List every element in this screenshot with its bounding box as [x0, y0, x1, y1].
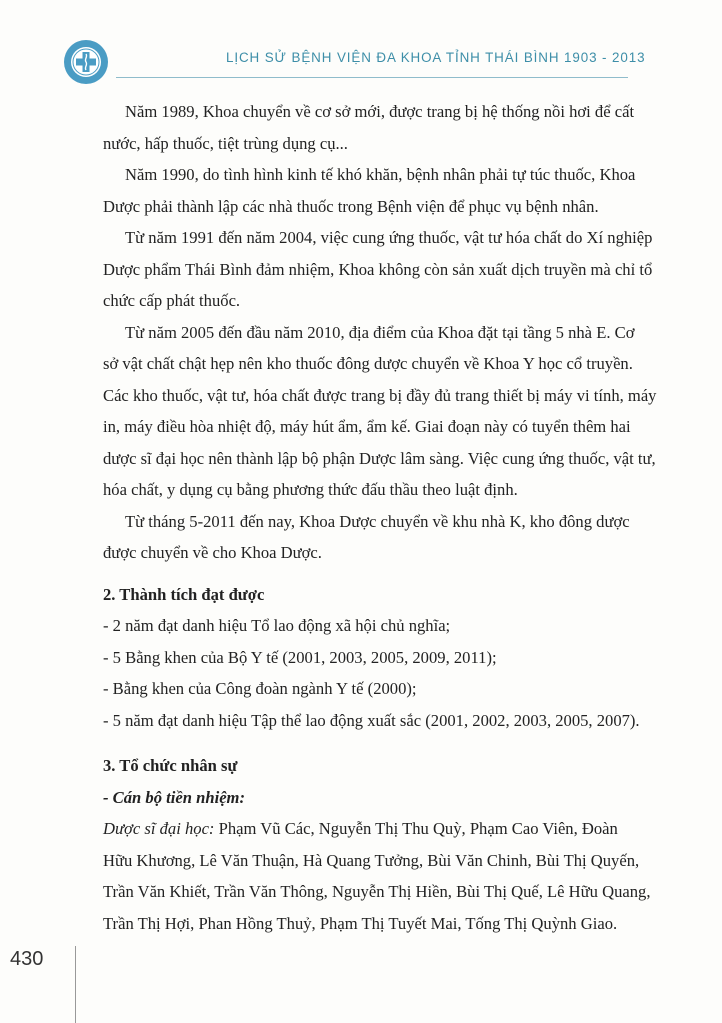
hospital-emblem-icon: [62, 38, 110, 86]
text-line: hóa chất, y dụng cụ bằng phương thức đấu thầu theo luật định.: [103, 480, 518, 499]
text-line: Hữu Khương, Lê Văn Thuận, Hà Quang Tưởng, Bùi Văn Chinh, Bùi Thị Quyến,: [103, 850, 640, 870]
paragraph-1990: [103, 159, 636, 222]
text-line: Dược phẩm Thái Bình đảm nhiệm, Khoa không còn sản xuất dịch truyền mà chỉ tổ: [103, 259, 653, 279]
text-line: [103, 813, 636, 845]
text-line: Các kho thuốc, vật tư, hóa chất được trang bị đầy đủ trang thiết bị máy vi tính, máy: [103, 385, 657, 405]
text-line: sở vật chất chật hẹp nên kho thuốc đông dược chuyển về Khoa Y học cổ truyền.: [103, 354, 633, 373]
list-item: - 5 năm đạt danh hiệu Tập thể lao động xuất sắc (2001, 2002, 2003, 2005, 2007).: [103, 710, 640, 730]
paragraph-1991: [103, 222, 653, 317]
text-line: Năm 1989, Khoa chuyển về cơ sở mới, được trang bị hệ thống nồi hơi để cất: [125, 102, 635, 121]
list-item: - 2 năm đạt danh hiệu Tổ lao động xã hội chủ nghĩa;: [103, 616, 451, 635]
text-line: được chuyển về cho Khoa Dược.: [103, 543, 322, 562]
page-number: 430: [10, 948, 44, 970]
pharmacist-label: Dược sĩ đại học:: [103, 819, 215, 838]
list-item: - Bằng khen của Công đoàn ngành Y tế (2000);: [103, 679, 417, 698]
text-line: chức cấp phát thuốc.: [103, 291, 241, 310]
page-body: [103, 96, 657, 939]
section-heading-achievements: 2. Thành tích đạt được: [103, 584, 265, 604]
text-line: Từ năm 2005 đến đầu năm 2010, địa điểm của Khoa đặt tại tầng 5 nhà E. Cơ: [125, 322, 635, 342]
text-line: nước, hấp thuốc, tiệt trùng dụng cụ...: [103, 133, 348, 153]
text-line: Năm 1990, do tình hình kinh tế khó khăn, bệnh nhân phải tự túc thuốc, Khoa: [125, 165, 636, 184]
footer-divider: [75, 946, 76, 1023]
text-line: Trần Thị Hợi, Phan Hồng Thuỷ, Phạm Thị Tuyết Mai, Tống Thị Quỳnh Giao.: [103, 913, 618, 933]
text-line: Từ tháng 5-2011 đến nay, Khoa Dược chuyển về khu nhà K, kho đông dược: [125, 511, 630, 531]
text-line: Dược phải thành lập các nhà thuốc trong Bệnh viện để phục vụ bệnh nhân.: [103, 196, 599, 216]
text-line: dược sĩ đại học nên thành lập bộ phận Dược lâm sàng. Việc cung ứng thuốc, vật tư,: [103, 448, 656, 468]
text-line: in, máy điều hòa nhiệt độ, máy hút ẩm, ẩm kế. Giai đoạn này có tuyển thêm hai: [103, 417, 631, 436]
paragraph-2005: [103, 317, 657, 506]
section-heading-personnel: 3. Tổ chức nhân sự: [103, 756, 238, 775]
text-line: Trần Văn Khiết, Trần Văn Thông, Nguyễn Thị Hiền, Bùi Thị Quế, Lê Hữu Quang,: [103, 882, 651, 901]
text-line: Từ năm 1991 đến năm 2004, việc cung ứng thuốc, vật tư hóa chất do Xí nghiệp: [125, 228, 653, 247]
paragraph-pharmacists: [103, 813, 651, 939]
list-item: - 5 Bằng khen của Bộ Y tế (2001, 2003, 2005, 2009, 2011);: [103, 647, 497, 667]
paragraph-2011: [103, 506, 636, 569]
pharmacist-names: Phạm Vũ Các, Nguyễn Thị Thu Quỳ, Phạm Cao Viên, Đoàn: [214, 819, 618, 838]
paragraph-1989: [103, 96, 636, 159]
subheading-former-staff: - Cán bộ tiền nhiệm:: [103, 787, 245, 807]
header-divider: [116, 77, 628, 78]
header-title: LỊCH SỬ BỆNH VIỆN ĐA KHOA TỈNH THÁI BÌNH 1903 - 2013: [226, 50, 646, 65]
